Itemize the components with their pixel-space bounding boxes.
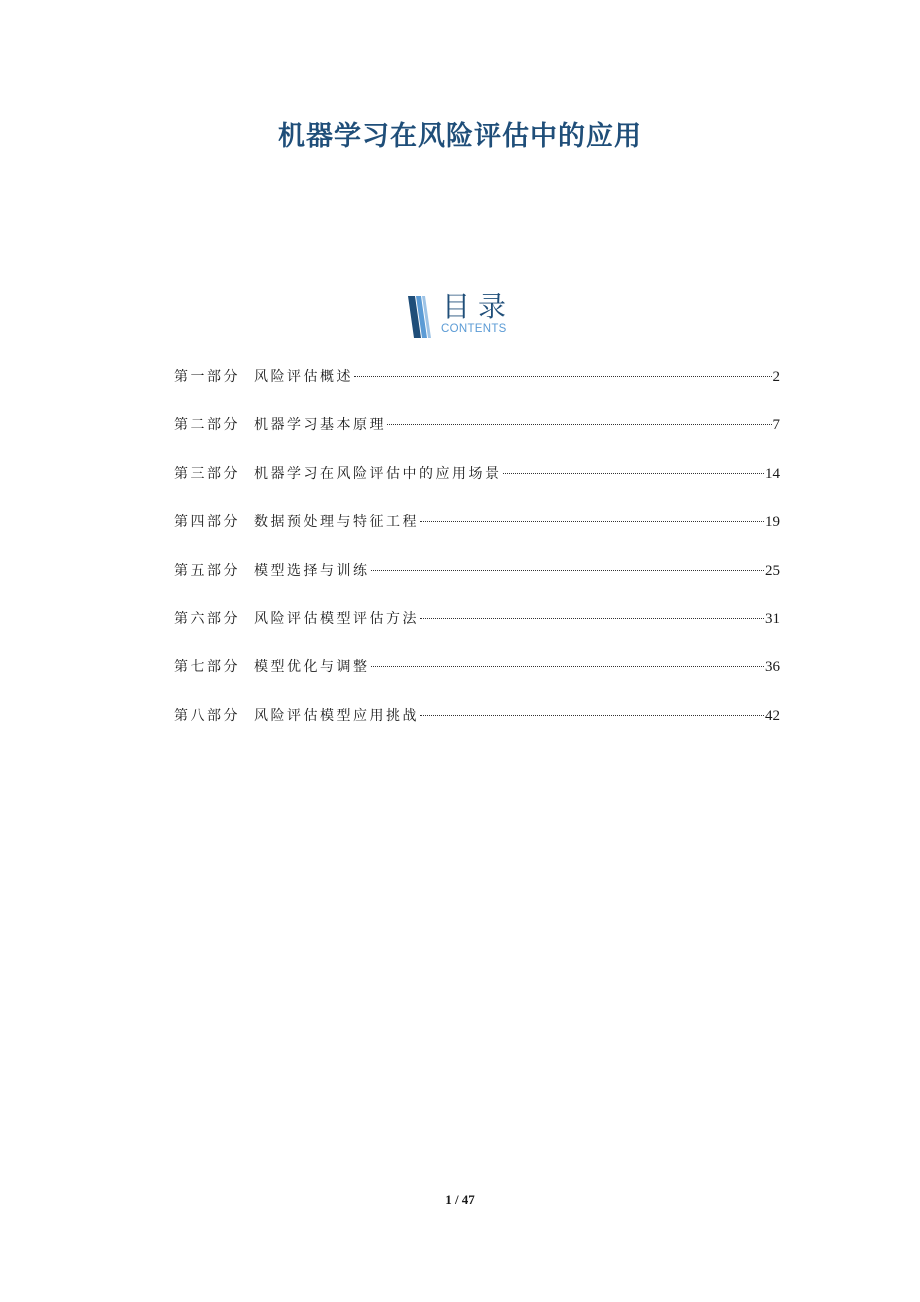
toc-entry-part: 第六部分 xyxy=(174,610,240,627)
toc-entry-part: 第四部分 xyxy=(174,514,240,531)
toc-subheading: CONTENTS xyxy=(441,323,507,335)
toc-dot-leader xyxy=(371,666,765,667)
toc-entry-title: 风险评估模型评估方法 xyxy=(254,610,419,627)
toc-entry-title: 模型优化与调整 xyxy=(254,659,370,676)
toc-entry-part: 第七部分 xyxy=(174,659,240,676)
toc-dot-leader xyxy=(387,424,772,425)
toc-entry-title: 风险评估模型应用挑战 xyxy=(254,707,419,724)
toc-entry[interactable] xyxy=(174,704,780,752)
toc-entry[interactable] xyxy=(174,365,780,413)
toc-entry-title: 数据预处理与特征工程 xyxy=(254,514,419,531)
toc-dot-leader xyxy=(371,570,765,571)
toc-entry-part: 第三部分 xyxy=(174,465,240,482)
toc-heading: 目录 xyxy=(442,290,515,323)
toc-dot-leader xyxy=(354,376,772,377)
toc-entry-page: 2 xyxy=(772,369,780,385)
toc-entry[interactable] xyxy=(174,607,780,655)
toc-entry[interactable] xyxy=(174,510,780,558)
toc-entry-page: 25 xyxy=(765,562,780,579)
toc-entry-page: 42 xyxy=(765,707,780,724)
toc-entry-part: 第一部分 xyxy=(174,369,240,385)
toc-entry-title: 机器学习在风险评估中的应用场景 xyxy=(254,465,502,482)
toc-dot-leader xyxy=(420,521,764,522)
toc-entry[interactable] xyxy=(174,655,780,703)
toc-dot-leader xyxy=(420,618,764,619)
toc-entry-part: 第五部分 xyxy=(174,562,240,579)
toc-entry-page: 14 xyxy=(765,465,780,482)
toc-entry-page: 36 xyxy=(765,659,780,676)
toc-entry-page: 19 xyxy=(765,514,780,531)
toc-entry[interactable] xyxy=(174,462,780,510)
toc-dot-leader xyxy=(420,715,764,716)
toc-entry-part: 第八部分 xyxy=(174,707,240,724)
toc-entry[interactable] xyxy=(174,413,780,461)
toc-entry-title: 风险评估概述 xyxy=(254,369,353,385)
toc-list xyxy=(174,365,780,752)
slanted-bars-icon xyxy=(408,296,434,338)
toc-entry-title: 模型选择与训练 xyxy=(254,562,370,579)
document-title: 机器学习在风险评估中的应用 xyxy=(278,121,642,152)
toc-entry[interactable] xyxy=(174,559,780,607)
toc-entry-title: 机器学习基本原理 xyxy=(254,417,386,434)
toc-header xyxy=(404,292,534,342)
toc-entry-page: 31 xyxy=(765,610,780,627)
toc-entry-page: 7 xyxy=(772,417,780,434)
toc-entry-part: 第二部分 xyxy=(174,417,240,434)
toc-dot-leader xyxy=(503,473,765,474)
page-number: 1 / 47 xyxy=(445,1192,475,1207)
